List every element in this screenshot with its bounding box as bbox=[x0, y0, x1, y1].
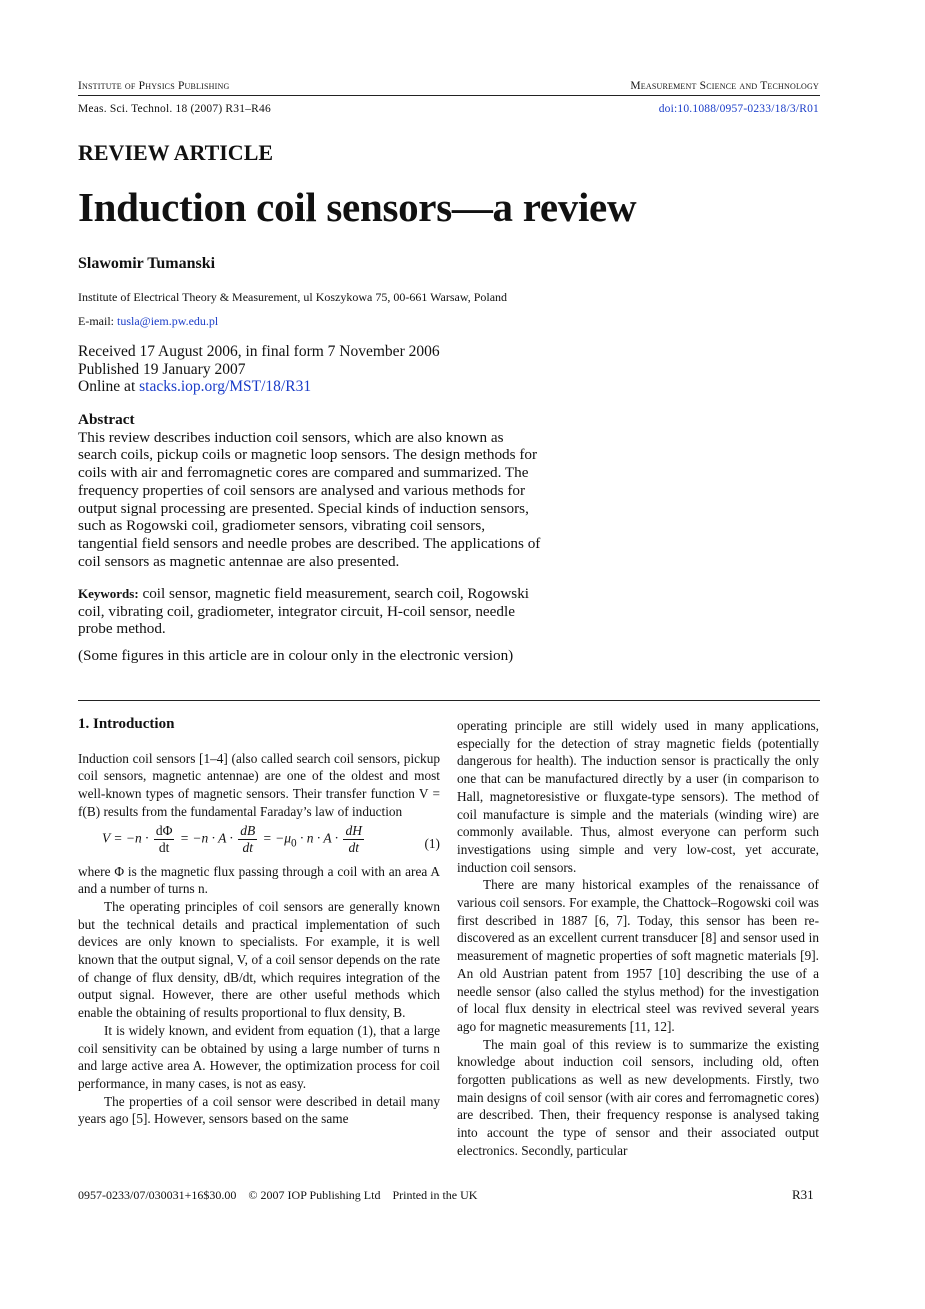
paragraph: where Φ is the magnetic flux passing through a coil with an area A and a number of turns n. bbox=[78, 863, 440, 897]
paragraph: The properties of a coil sensor were described in detail many years ago [5]. However, sensors based on the same bbox=[78, 1093, 440, 1127]
online-link[interactable]: stacks.iop.org/MST/18/R31 bbox=[139, 378, 312, 395]
abstract-line: frequency properties of coil sensors are analysed and various methods for bbox=[78, 481, 526, 499]
email-label: E-mail: bbox=[78, 314, 114, 328]
section-heading: 1. Introduction bbox=[78, 716, 175, 732]
affiliation: Institute of Electrical Theory & Measurement, ul Koszykowa 75, 00-661 Warsaw, Poland bbox=[78, 290, 508, 304]
dates-block bbox=[78, 343, 440, 396]
page-number: R31 bbox=[792, 1187, 814, 1202]
paragraph: Induction coil sensors [1–4] (also called search coil sensors, pickup coil sensors, magnetic antennae) are one of the oldest and most well-known types of magnetic sensors. Their transfer function V = f(B) results from the fundamental Faraday’s law of induction bbox=[78, 750, 440, 819]
author-name: Slawomir Tumanski bbox=[78, 255, 216, 272]
keywords-label: Keywords: bbox=[78, 586, 139, 601]
abstract bbox=[78, 411, 578, 570]
abstract-heading: Abstract bbox=[78, 411, 135, 428]
online-line bbox=[78, 378, 440, 396]
abstract-line: output signal processing are presented. Special kinds of induction sensors, bbox=[78, 499, 529, 517]
paragraph: There are many historical examples of the renaissance of various coil sensors. For example, the Chattock–Rogowski coil was first described in 1887 [6, 7]. Today, this sensor has been re-discovered as an excellent current transducer [8] and sensor used in measurement of magnetic properties of soft magnetic materials [9]. An old Austrian patent from 1957 [10] describing the use of a needle sensor (also called the stylus method) for the investigation of local flux density in electrical steel was revived several years ago for magnetic measurements [11, 12]. bbox=[457, 877, 819, 1034]
abstract-line: search coils, pickup coils or magnetic loop sensors. The design methods for bbox=[78, 446, 538, 464]
article-type: REVIEW ARTICLE bbox=[78, 140, 274, 165]
email-line bbox=[78, 314, 218, 329]
keywords bbox=[78, 585, 578, 638]
equation-number: (1) bbox=[424, 835, 440, 851]
abstract-line: coils with air and ferromagnetic cores are compared and summarized. The bbox=[78, 464, 529, 482]
abstract-line: such as Rogowski coil, gradiometer sensors, vibrating coil sensors, bbox=[78, 517, 486, 535]
received-date: Received 17 August 2006, in final form 7 November 2006 bbox=[78, 343, 440, 360]
journal-header: Measurement Science and Technology bbox=[630, 80, 819, 92]
equation-body: V = −n · $\frac{d\Phi}{dt}$ = −n · A · $\frac{dB}{dt}$ = $-\mu_0 \cdot n \cdot A$ · $\frac{dH}{dt}$ bbox=[102, 822, 362, 855]
abstract-line: This review describes induction coil sensors, which are also known as bbox=[78, 428, 504, 446]
keywords-line: coil, vibrating coil, gradiometer, integrator circuit, H-coil sensor, needle bbox=[78, 602, 515, 620]
equation-1 bbox=[78, 823, 440, 863]
paragraph: It is widely known, and evident from equation (1), that a large coil sensitivity can be obtained by using a large number of turns n and large active area A. However, the optimization process for coil performance, in many cases, is not as easy. bbox=[78, 1022, 440, 1091]
abstract-line: tangential field sensors and needle probes are described. The applications of bbox=[78, 534, 541, 552]
paragraph: The main goal of this review is to summarize the existing knowledge about induction coil sensors, including old, often forgotten publications as well as new developments. Firstly, two main designs of coil sensor (with air cores and ferromagnetic cores) are described. Then, their frequency response is analysed taking into account the type of sensor and their associated output electronics. Secondly, particular bbox=[457, 1036, 819, 1158]
article-title: Induction coil sensors—a review bbox=[78, 184, 637, 230]
abstract-line: coil sensors as magnetic antennae are also presented. bbox=[78, 552, 400, 570]
keywords-line: probe method. bbox=[78, 620, 166, 638]
right-column bbox=[457, 717, 819, 1160]
section-rule bbox=[78, 700, 820, 701]
published-date: Published 19 January 2007 bbox=[78, 360, 246, 378]
header-rule bbox=[78, 95, 820, 96]
colour-note: (Some figures in this article are in colour only in the electronic version) bbox=[78, 647, 514, 664]
online-label: Online at bbox=[78, 378, 136, 395]
footer-copyright: 0957-0233/07/030031+16$30.00 © 2007 IOP Publishing Ltd Printed in the UK bbox=[78, 1188, 478, 1202]
email-link[interactable]: tusla@iem.pw.edu.pl bbox=[117, 314, 219, 328]
citation: Meas. Sci. Technol. 18 (2007) R31–R46 bbox=[78, 103, 271, 115]
doi-link[interactable]: doi:10.1088/0957-0233/18/3/R01 bbox=[658, 103, 819, 115]
paragraph: operating principle are still widely used in many applications, especially for the detection of stray magnetic fields (potentially dangerous for health). The induction sensor is practically the only one that can be manufactured directly by a user (in comparison to Hall, magnetoresistive or fluxgate-type sensors). The method of coil manufacture is simple and the materials (winding wire) are commonly available. Thus, almost everyone can perform such investigations using simple and very low-cost, yet accurate, induction coil sensors. bbox=[457, 718, 819, 875]
paragraph: The operating principles of coil sensors are generally known but the technical details and practical implementation of such devices are only known to specialists. For example, it is well known that the output signal, V, of a coil sensor depends on the rate of change of flux density, dB/dt, which requires integration of the output signal. However, there are other useful methods which enable the obtaining of results proportional to flux density, B. bbox=[78, 898, 440, 1021]
keywords-line: coil sensor, magnetic field measurement, search coil, Rogowski bbox=[142, 585, 530, 602]
publisher-header: Institute of Physics Publishing bbox=[78, 80, 230, 92]
left-column bbox=[78, 716, 440, 1128]
